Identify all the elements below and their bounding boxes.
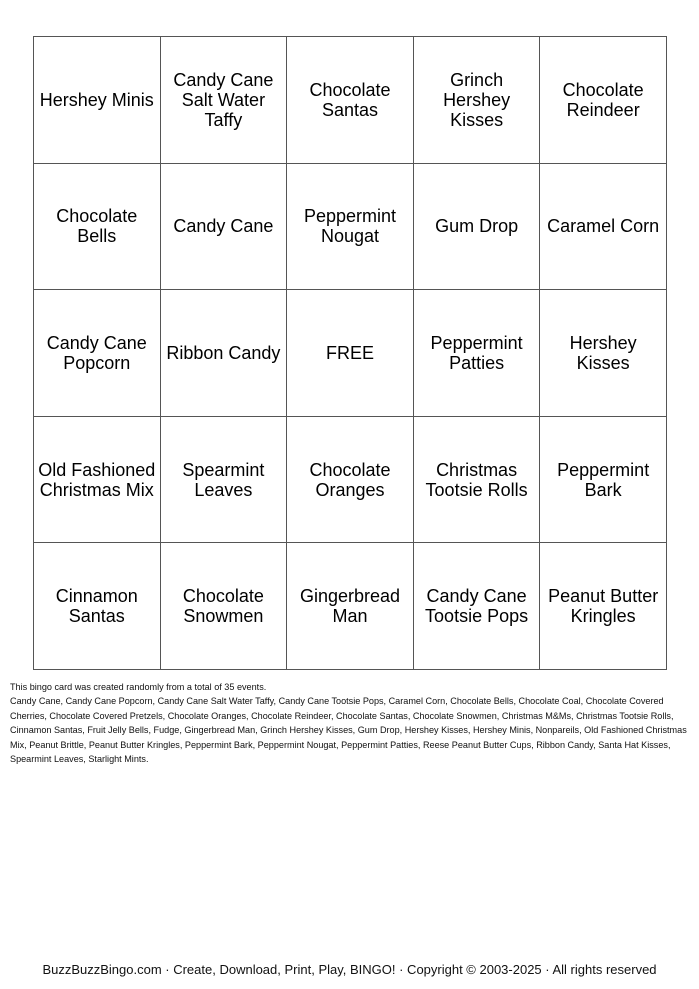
bingo-row: [34, 37, 667, 164]
card-summary: This bingo card was created randomly from a total of 35 events.: [10, 682, 267, 692]
bingo-cell: Peppermint Nougat: [287, 163, 414, 290]
bingo-row: [34, 416, 667, 543]
bingo-cell: Candy Cane Popcorn: [34, 290, 161, 417]
bingo-row: [34, 163, 667, 290]
bingo-cell: Grinch Hershey Kisses: [413, 37, 540, 164]
bingo-cell: Spearmint Leaves: [160, 416, 287, 543]
bingo-cell: Candy Cane Tootsie Pops: [413, 543, 540, 670]
footer-copyright: BuzzBuzzBingo.com · Create, Download, Print, Play, BINGO! · Copyright © 2003-2025 · All rights reserved: [42, 962, 657, 977]
bingo-cell: Chocolate Snowmen: [160, 543, 287, 670]
bingo-row: [34, 290, 667, 417]
bingo-cell: Gum Drop: [413, 163, 540, 290]
bingo-cell: Peppermint Patties: [413, 290, 540, 417]
bingo-cell: Hershey Kisses: [540, 290, 667, 417]
bingo-cell: Chocolate Santas: [287, 37, 414, 164]
bingo-card-grid: [33, 36, 667, 670]
bingo-cell: Old Fashioned Christmas Mix: [34, 416, 161, 543]
bingo-row: [34, 543, 667, 670]
bingo-cell: Candy Cane: [160, 163, 287, 290]
card-info: [10, 680, 690, 766]
bingo-cell: Chocolate Bells: [34, 163, 161, 290]
bingo-cell: Christmas Tootsie Rolls: [413, 416, 540, 543]
bingo-cell: Gingerbread Man: [287, 543, 414, 670]
bingo-cell: Peppermint Bark: [540, 416, 667, 543]
bingo-cell: Candy Cane Salt Water Taffy: [160, 37, 287, 164]
free-space-cell: FREE: [287, 290, 414, 417]
bingo-cell: Chocolate Oranges: [287, 416, 414, 543]
bingo-cell: Ribbon Candy: [160, 290, 287, 417]
bingo-cell: Chocolate Reindeer: [540, 37, 667, 164]
bingo-cell: Caramel Corn: [540, 163, 667, 290]
events-list: Candy Cane, Candy Cane Popcorn, Candy Cane Salt Water Taffy, Candy Cane Tootsie Pops, Caramel Corn, Chocolate Bells, Chocolate Coal, Chocolate Covered Cherries, Chocolate Covered Pretzels, Chocolate Oranges, Chocolate Reindeer, Chocolate Santas, Chocolate Snowmen, Christmas M&Ms, Christmas Tootsie Rolls, Cinnamon Santas, Fruit Jelly Bells, Fudge, Gingerbread Man, Grinch Hershey Kisses, Gum Drop, Hershey Kisses, Hershey Minis, Nonpareils, Old Fashioned Christmas Mix, Peanut Brittle, Peanut Butter Kringles, Peppermint Bark, Peppermint Nougat, Peppermint Patties, Reese Peanut Butter Cups, Ribbon Candy, Santa Hat Kisses, Spearmint Leaves, Starlight Mints.: [10, 696, 687, 765]
bingo-cell: Hershey Minis: [34, 37, 161, 164]
bingo-cell: Cinnamon Santas: [34, 543, 161, 670]
bingo-cell: Peanut Butter Kringles: [540, 543, 667, 670]
